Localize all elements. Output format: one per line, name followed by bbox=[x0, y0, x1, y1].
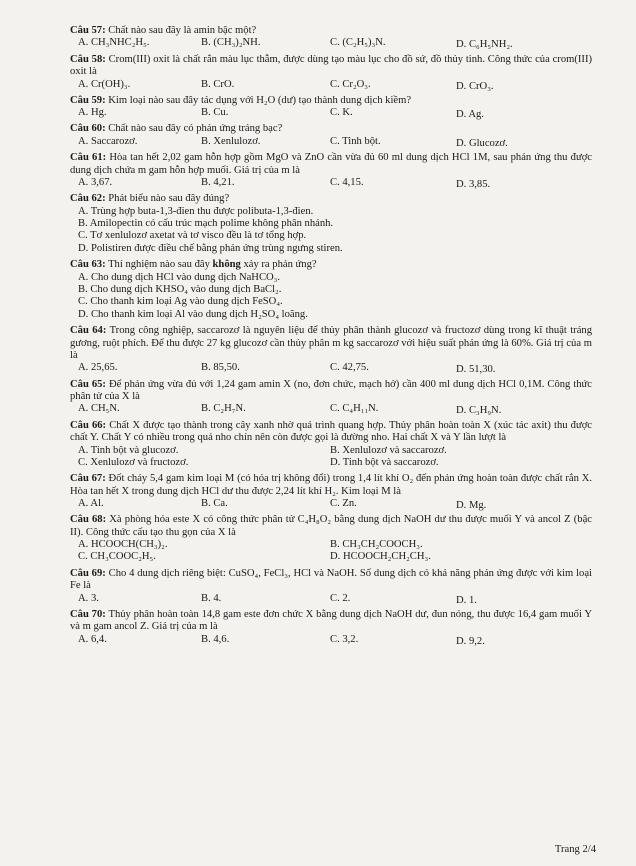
option-c: C. C₄H₁₁N. bbox=[330, 403, 379, 415]
option-a: A. Al. bbox=[78, 497, 104, 509]
question-stem: Trong công nghiệp, saccarozơ là nguyên liệu để thủy phân thành glucozơ và fructozơ dùng trong kĩ thuật tráng gương, ruột phích. Để thu được 27 kg glucozơ cần thủy phân m kg saccarozơ với hiệu suất phản ứng là 60%. Giá trị của m là bbox=[70, 325, 593, 361]
question-63 bbox=[70, 259, 592, 321]
option-c: C. (C₂H₅)₃N. bbox=[330, 37, 386, 49]
option-c: C. Tơ xenlulozơ axetat và tơ visco đều là tơ tổng hợp. bbox=[78, 230, 307, 242]
question-stem: Chất nào sau đây là amin bậc một? bbox=[108, 25, 257, 36]
option-b: B. CH₃CH₂COOCH₃. bbox=[330, 539, 423, 551]
option-c: C. 2. bbox=[330, 592, 351, 604]
option-c: C. 42,75. bbox=[330, 362, 369, 374]
option-c: C. Tinh bột. bbox=[330, 135, 381, 147]
option-a: A. CH₃NHC₂H₅. bbox=[78, 37, 150, 49]
question-60 bbox=[70, 123, 592, 148]
question-stem: Đốt cháy 5,4 gam kim loại M (có hóa trị không đổi) trong 1,4 lít khí O₂ đến phản ứng hoàn toàn được chất rắn X. Hòa tan hết X trong dung dịch HCl dư thu được 2,24 lít khí H₂. Kim loại M là bbox=[70, 473, 593, 497]
option-b: B. (CH₃)₂NH. bbox=[201, 37, 261, 49]
option-b: B. 85,50. bbox=[201, 362, 240, 374]
option-d: D. 1. bbox=[456, 594, 477, 606]
option-a: A. Hg. bbox=[78, 107, 107, 119]
option-a: A. Trùng hợp buta-1,3-đien thu được polibuta-1,3-đien. bbox=[78, 205, 314, 217]
option-d: D. Tinh bột và saccarozơ. bbox=[330, 456, 439, 468]
option-c: C. CH₃COOC₂H₅. bbox=[78, 551, 156, 563]
question-57 bbox=[70, 25, 592, 50]
question-stem: Phát biểu nào sau đây đúng? bbox=[108, 193, 230, 205]
question-70 bbox=[70, 609, 592, 646]
question-label: Câu 69: bbox=[70, 567, 106, 579]
option-b: B. 4,6. bbox=[201, 633, 230, 645]
question-stem: Crom(III) oxit là chất rắn màu lục thẫm, được dùng tạo màu lục cho đồ sứ, đồ thủy tinh. Công thức của crom(III) oxit là bbox=[70, 53, 592, 78]
question-stem: Cho 4 dung dịch riêng biệt: CuSO₄, FeCl₃, HCl và NaOH. Số dung dịch có khả năng phản ứng được với kim loại Fe là bbox=[70, 567, 592, 592]
option-a: A. 3,67. bbox=[78, 176, 113, 188]
question-stem: Chất X được tạo thành trong cây xanh nhờ quá trình quang hợp. Thủy phân hoàn toàn X (xúc tác axit) thu được chất Y. Chất Y có nhiều trong quả nho chín nên còn được gọi là đường nho. Hai chất X và Y lần lượt là bbox=[70, 419, 593, 444]
question-65 bbox=[70, 379, 592, 416]
option-a: A. 3. bbox=[78, 592, 99, 604]
option-a: A. Tinh bột và glucozơ. bbox=[78, 444, 179, 456]
option-b: B. Cu. bbox=[201, 107, 229, 119]
option-a: A. 25,65. bbox=[78, 362, 118, 374]
option-b: B. 4,21. bbox=[201, 176, 235, 188]
option-b: B. C₂H₇N. bbox=[201, 403, 246, 415]
page-number: Trang 2/4 bbox=[554, 844, 596, 855]
question-label: Câu 61: bbox=[70, 152, 107, 164]
question-stem: Chất nào sau đây có phản ứng tráng bạc? bbox=[108, 123, 283, 135]
option-b: B. Cho dung dịch KHSO₄ vào dung dịch BaCl₂. bbox=[78, 283, 282, 295]
question-67 bbox=[70, 473, 592, 510]
question-61 bbox=[70, 152, 592, 189]
option-a: A. 6,4. bbox=[78, 633, 107, 645]
option-c: C. Cr₂O₃. bbox=[330, 78, 371, 90]
option-c: C. K. bbox=[330, 107, 353, 119]
option-d: D. 9,2. bbox=[456, 635, 485, 647]
question-stem: Kim loại nào sau đây tác dụng với H₂O (dư) tạo thành dung dịch kiềm? bbox=[108, 94, 412, 106]
question-stem: Để phản ứng vừa đủ với 1,24 gam amin X (no, đơn chức, mạch hở) cần 400 ml dung dịch HCl 0,1M. Công thức phân tử của X là bbox=[70, 378, 593, 402]
option-b: B. Xenlulozơ và saccarozơ. bbox=[330, 444, 447, 456]
question-label: Câu 57: bbox=[70, 25, 106, 36]
question-64 bbox=[70, 325, 592, 375]
option-b: B. Ca. bbox=[201, 497, 228, 509]
question-stem: Hòa tan hết 2,02 gam hỗn hợp gồm MgO và ZnO cần vừa đủ 60 ml dung dịch HCl 1M, sau phản ứng thu được dung dịch chứa m gam hỗn hợp muối. Giá trị của m là bbox=[70, 152, 592, 176]
option-b: B. CrO. bbox=[201, 78, 235, 90]
option-a: A. HCOOCH(CH₃)₂. bbox=[78, 539, 168, 551]
option-b: B. Amilopectin có cấu trúc mạch polime không phân nhánh. bbox=[78, 218, 334, 230]
option-a: A. Saccarozơ. bbox=[78, 135, 138, 147]
option-d: D. 3,85. bbox=[456, 178, 491, 190]
option-d: D. 51,30. bbox=[456, 364, 496, 376]
question-stem-post: xảy ra phản ứng? bbox=[240, 259, 317, 271]
question-stem: Thủy phân hoàn toàn 14,8 gam este đơn chức X bằng dung dịch NaOH dư, đun nóng, thu được 16,4 gam muối Y và m gam ancol Z. Giá trị của m là bbox=[70, 608, 593, 633]
option-c: C. Xenlulozơ và fructozơ. bbox=[78, 456, 189, 468]
option-c: C. 4,15. bbox=[330, 176, 364, 188]
question-label: Câu 65: bbox=[70, 378, 106, 390]
question-label: Câu 62: bbox=[70, 193, 106, 205]
question-66 bbox=[70, 420, 592, 470]
question-label: Câu 59: bbox=[70, 94, 106, 106]
question-stem-emphasis: không bbox=[212, 259, 241, 271]
option-b: B. Xenlulozơ. bbox=[201, 135, 261, 147]
question-58 bbox=[70, 54, 592, 91]
question-stem-pre: Thí nghiệm nào sau đây bbox=[108, 259, 213, 271]
option-b: B. 4. bbox=[201, 592, 222, 604]
option-d: D. C₆H₅NH₂. bbox=[456, 39, 513, 51]
question-68 bbox=[70, 514, 592, 564]
option-c: C. 3,2. bbox=[330, 633, 359, 645]
question-label: Câu 66: bbox=[70, 419, 107, 431]
question-59 bbox=[70, 95, 592, 120]
option-c: C. Cho thanh kim loại Ag vào dung dịch FeSO₄. bbox=[78, 296, 283, 308]
option-d: D. Polistiren được điều chế bằng phản ứng trùng ngưng stiren. bbox=[78, 242, 343, 254]
question-label: Câu 58: bbox=[70, 53, 106, 65]
option-d: D. Mg. bbox=[456, 499, 487, 511]
option-c: C. Zn. bbox=[330, 497, 357, 509]
option-d: D. C₃H₉N. bbox=[456, 405, 502, 417]
option-d: D. CrO₃. bbox=[456, 80, 494, 92]
option-a: A. Cr(OH)₃. bbox=[78, 78, 131, 90]
question-label: Câu 67: bbox=[70, 473, 106, 485]
option-d: D. Glucozơ. bbox=[456, 137, 508, 149]
question-stem: Xà phòng hóa este X có công thức phân tử C₄H₈O₂ bằng dung dịch NaOH dư thu được muối Y và ancol Z (bậc II). Công thức cấu tạo thu gọn của X là bbox=[70, 514, 592, 538]
option-d: D. Ag. bbox=[456, 109, 484, 121]
question-label: Câu 70: bbox=[70, 608, 106, 620]
question-62 bbox=[70, 193, 592, 255]
question-label: Câu 64: bbox=[70, 325, 107, 337]
option-a: A. Cho dung dịch HCl vào dung dịch NaHCO₃. bbox=[78, 271, 281, 283]
question-label: Câu 68: bbox=[70, 514, 107, 526]
question-label: Câu 63: bbox=[70, 259, 106, 271]
question-69 bbox=[70, 568, 592, 605]
option-d: D. HCOOCH₂CH₂CH₃. bbox=[330, 551, 431, 563]
option-a: A. CH₅N. bbox=[78, 403, 120, 415]
question-label: Câu 60: bbox=[70, 123, 106, 135]
option-d: D. Cho thanh kim loại Al vào dung dịch H₂SO₄ loãng. bbox=[78, 308, 308, 320]
